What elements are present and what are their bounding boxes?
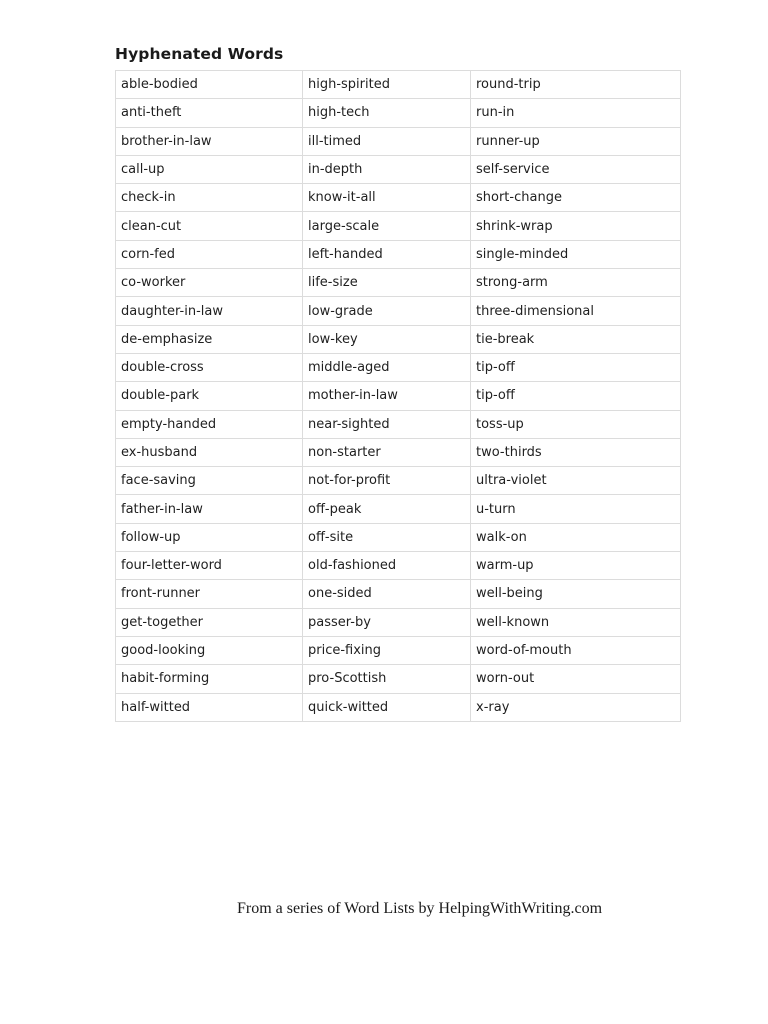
table-row: [116, 99, 681, 127]
word-cell: short-change: [471, 184, 681, 212]
word-cell: in-depth: [303, 155, 471, 183]
word-cell: de-emphasize: [116, 325, 303, 353]
word-table-body: [116, 71, 681, 722]
word-cell: high-tech: [303, 99, 471, 127]
table-row: [116, 382, 681, 410]
table-row: [116, 269, 681, 297]
word-cell: know-it-all: [303, 184, 471, 212]
word-cell: get-together: [116, 608, 303, 636]
table-row: [116, 693, 681, 721]
word-cell: ultra-violet: [471, 467, 681, 495]
word-cell: x-ray: [471, 693, 681, 721]
word-cell: high-spirited: [303, 71, 471, 99]
word-cell: father-in-law: [116, 495, 303, 523]
word-cell: off-peak: [303, 495, 471, 523]
word-cell: worn-out: [471, 665, 681, 693]
word-cell: quick-witted: [303, 693, 471, 721]
table-row: [116, 353, 681, 381]
word-cell: passer-by: [303, 608, 471, 636]
word-cell: word-of-mouth: [471, 636, 681, 664]
word-cell: two-thirds: [471, 438, 681, 466]
word-cell: double-park: [116, 382, 303, 410]
word-cell: four-letter-word: [116, 552, 303, 580]
word-cell: check-in: [116, 184, 303, 212]
word-cell: anti-theft: [116, 99, 303, 127]
word-cell: able-bodied: [116, 71, 303, 99]
word-cell: double-cross: [116, 353, 303, 381]
table-row: [116, 580, 681, 608]
word-table: [115, 70, 681, 722]
table-row: [116, 608, 681, 636]
table-row: [116, 155, 681, 183]
word-cell: large-scale: [303, 212, 471, 240]
word-cell: strong-arm: [471, 269, 681, 297]
table-row: [116, 523, 681, 551]
table-row: [116, 71, 681, 99]
table-row: [116, 552, 681, 580]
word-cell: well-known: [471, 608, 681, 636]
table-row: [116, 665, 681, 693]
word-cell: call-up: [116, 155, 303, 183]
table-row: [116, 495, 681, 523]
word-cell: one-sided: [303, 580, 471, 608]
word-cell: runner-up: [471, 127, 681, 155]
word-cell: walk-on: [471, 523, 681, 551]
word-cell: tip-off: [471, 353, 681, 381]
word-cell: self-service: [471, 155, 681, 183]
page-title: Hyphenated Words: [115, 45, 284, 63]
word-cell: ex-husband: [116, 438, 303, 466]
word-cell: follow-up: [116, 523, 303, 551]
word-cell: life-size: [303, 269, 471, 297]
word-cell: tie-break: [471, 325, 681, 353]
word-cell: off-site: [303, 523, 471, 551]
word-cell: low-key: [303, 325, 471, 353]
word-cell: toss-up: [471, 410, 681, 438]
word-cell: u-turn: [471, 495, 681, 523]
word-cell: left-handed: [303, 240, 471, 268]
word-cell: corn-fed: [116, 240, 303, 268]
word-cell: run-in: [471, 99, 681, 127]
word-cell: empty-handed: [116, 410, 303, 438]
table-row: [116, 184, 681, 212]
table-row: [116, 325, 681, 353]
word-cell: daughter-in-law: [116, 297, 303, 325]
word-cell: half-witted: [116, 693, 303, 721]
word-cell: near-sighted: [303, 410, 471, 438]
word-cell: brother-in-law: [116, 127, 303, 155]
table-row: [116, 212, 681, 240]
word-cell: front-runner: [116, 580, 303, 608]
word-cell: not-for-profit: [303, 467, 471, 495]
table-row: [116, 240, 681, 268]
word-cell: middle-aged: [303, 353, 471, 381]
word-cell: well-being: [471, 580, 681, 608]
table-row: [116, 467, 681, 495]
word-cell: face-saving: [116, 467, 303, 495]
word-cell: non-starter: [303, 438, 471, 466]
table-row: [116, 410, 681, 438]
table-row: [116, 636, 681, 664]
word-cell: price-fixing: [303, 636, 471, 664]
word-cell: mother-in-law: [303, 382, 471, 410]
table-row: [116, 438, 681, 466]
word-cell: ill-timed: [303, 127, 471, 155]
word-cell: low-grade: [303, 297, 471, 325]
word-cell: warm-up: [471, 552, 681, 580]
word-cell: co-worker: [116, 269, 303, 297]
word-cell: habit-forming: [116, 665, 303, 693]
footer-credit: From a series of Word Lists by HelpingWithWriting.com: [237, 900, 603, 917]
word-cell: shrink-wrap: [471, 212, 681, 240]
table-row: [116, 127, 681, 155]
table-row: [116, 297, 681, 325]
word-cell: old-fashioned: [303, 552, 471, 580]
word-cell: clean-cut: [116, 212, 303, 240]
word-cell: three-dimensional: [471, 297, 681, 325]
word-cell: good-looking: [116, 636, 303, 664]
word-cell: single-minded: [471, 240, 681, 268]
word-cell: pro-Scottish: [303, 665, 471, 693]
word-cell: tip-off: [471, 382, 681, 410]
word-cell: round-trip: [471, 71, 681, 99]
